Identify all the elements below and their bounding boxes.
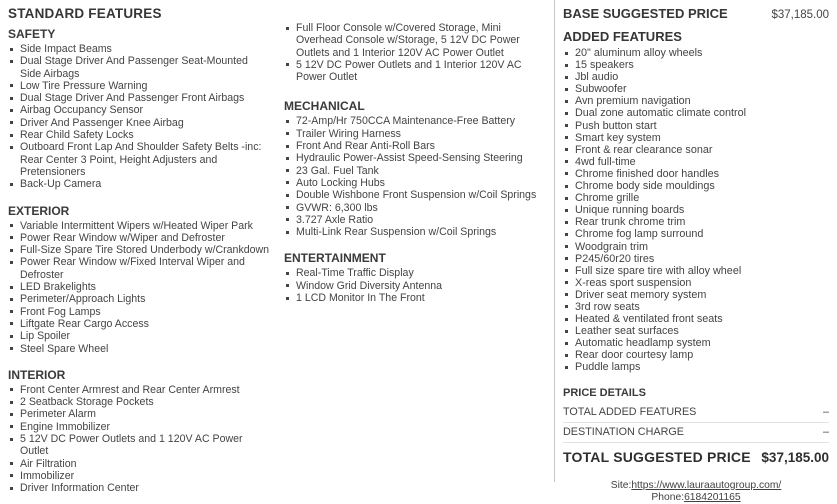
standard-features-title: STANDARD FEATURES (8, 6, 162, 21)
feature-item: Perimeter/Approach Lights (8, 293, 270, 305)
added-features-list (563, 47, 829, 374)
safety-feature-list (8, 43, 270, 191)
standard-features-column-middle (276, 0, 554, 482)
feature-item: Low Tire Pressure Warning (8, 80, 270, 92)
section-entertainment (284, 251, 548, 304)
feature-item: Airbag Occupancy Sensor (8, 104, 270, 116)
feature-item: Window Grid Diversity Antenna (284, 280, 548, 292)
total-added-features-row (563, 403, 829, 423)
section-header-entertainment: ENTERTAINMENT (284, 251, 386, 266)
feature-item: Immobilizer (8, 470, 270, 482)
feature-item: Front Center Armrest and Rear Center Armrest (8, 384, 270, 396)
feature-item: Auto Locking Hubs (284, 177, 548, 189)
feature-item: Chrome finished door handles (563, 168, 829, 180)
feature-item: Double Wishbone Front Suspension w/Coil Springs (284, 189, 548, 201)
section-header-safety: SAFETY (8, 27, 56, 41)
feature-item: Side Impact Beams (8, 43, 270, 55)
feature-item: 2 Seatback Storage Pockets (8, 396, 270, 408)
section-mechanical (284, 99, 548, 238)
interior-feature-list (8, 384, 270, 495)
feature-item: 3rd row seats (563, 301, 829, 313)
feature-item: Jbl audio (563, 71, 829, 83)
feature-item: Unique running boards (563, 204, 829, 216)
feature-item: Steel Spare Wheel (8, 343, 270, 355)
phone-line (563, 492, 829, 504)
feature-item: Chrome grille (563, 192, 829, 204)
feature-item: Puddle lamps (563, 361, 829, 373)
feature-item: Liftgate Rear Cargo Access (8, 318, 270, 330)
feature-item: 20" aluminum alloy wheels (563, 47, 829, 59)
section-safety (8, 27, 270, 191)
feature-item: Power Rear Window w/Wiper and Defroster (8, 232, 270, 244)
section-interior-continued (284, 22, 548, 83)
total-added-features-value: – (822, 405, 829, 418)
base-price-label: BASE SUGGESTED PRICE (563, 6, 728, 21)
feature-item: Engine Immobilizer (8, 421, 270, 433)
feature-item: Outboard Front Lap And Shoulder Safety Belts -inc: Rear Center 3 Point, Height Adjusters and Pretensioners (8, 141, 270, 178)
feature-item: Dual zone automatic climate control (563, 107, 829, 119)
feature-item: Chrome fog lamp surround (563, 228, 829, 240)
feature-item: 3.727 Axle Ratio (284, 214, 548, 226)
feature-item: Variable Intermittent Wipers w/Heated Wiper Park (8, 220, 270, 232)
site-label: Site: (610, 479, 632, 491)
feature-item: 72-Amp/Hr 750CCA Maintenance-Free Battery (284, 115, 548, 127)
feature-item: Automatic headlamp system (563, 337, 829, 349)
section-header-interior: INTERIOR (8, 367, 66, 382)
feature-item: Subwoofer (563, 83, 829, 95)
feature-item: Rear Child Safety Locks (8, 129, 270, 141)
section-interior (8, 368, 270, 495)
mechanical-feature-list (284, 115, 548, 238)
feature-item: Dual Stage Driver And Passenger Seat-Mounted Side Airbags (8, 55, 270, 80)
total-added-features-label: TOTAL ADDED FEATURES (563, 405, 697, 418)
feature-item: Perimeter Alarm (8, 408, 270, 420)
feature-item: 5 12V DC Power Outlets and 1 Interior 120V AC Power Outlet (284, 59, 548, 84)
feature-item: 5 12V DC Power Outlets and 1 120V AC Power Outlet (8, 433, 270, 458)
feature-item: Front Fog Lamps (8, 306, 270, 318)
feature-item: Real-Time Traffic Display (284, 267, 548, 279)
dealer-contact-block (563, 480, 829, 504)
feature-item: Driver seat memory system (563, 289, 829, 301)
feature-item: Front & rear clearance sonar (563, 144, 829, 156)
destination-charge-label: DESTINATION CHARGE (563, 425, 684, 438)
feature-item: Full-Size Spare Tire Stored Underbody w/Crankdown (8, 244, 270, 256)
feature-item: Multi-Link Rear Suspension w/Coil Springs (284, 226, 548, 238)
feature-item: Front And Rear Anti-Roll Bars (284, 140, 548, 152)
feature-item: 4wd full-time (563, 156, 829, 168)
feature-item: Driver Information Center (8, 482, 270, 494)
site-link[interactable]: https://www.lauraautogroup.com/ (631, 479, 782, 491)
total-suggested-price-row (563, 443, 829, 465)
feature-item: Chrome body side mouldings (563, 180, 829, 192)
base-price-row (563, 6, 829, 21)
interior-continued-feature-list (284, 22, 548, 83)
section-header-mechanical: MECHANICAL (284, 99, 365, 114)
base-price-value: $37,185.00 (771, 9, 829, 21)
feature-item: Woodgrain trim (563, 241, 829, 253)
feature-item: 1 LCD Monitor In The Front (284, 292, 548, 304)
section-exterior (8, 204, 270, 355)
feature-item: 23 Gal. Fuel Tank (284, 165, 548, 177)
feature-item: Hydraulic Power-Assist Speed-Sensing Steering (284, 152, 548, 164)
entertainment-feature-list (284, 267, 548, 304)
feature-item: LED Brakelights (8, 281, 270, 293)
exterior-feature-list (8, 220, 270, 355)
feature-item: P245/60r20 tires (563, 253, 829, 265)
feature-item: Full Floor Console w/Covered Storage, Mini Overhead Console w/Storage, 5 12V DC Power Outlets and 1 Interior 120V AC Power Outlet (284, 22, 548, 59)
price-details-header: PRICE DETAILS (563, 386, 646, 399)
feature-item: Rear door courtesy lamp (563, 349, 829, 361)
site-line (563, 480, 829, 492)
feature-item: X-reas sport suspension (563, 277, 829, 289)
pricing-column (554, 0, 837, 503)
feature-item: Avn premium navigation (563, 95, 829, 107)
feature-item: Back-Up Camera (8, 178, 270, 190)
destination-charge-value: – (822, 425, 829, 438)
feature-item: GVWR: 6,300 lbs (284, 202, 548, 214)
standard-features-column-left (0, 0, 276, 495)
feature-item: Leather seat surfaces (563, 325, 829, 337)
feature-item: Rear trunk chrome trim (563, 216, 829, 228)
feature-item: Push button start (563, 120, 829, 132)
total-suggested-price-label: TOTAL SUGGESTED PRICE (563, 448, 751, 465)
destination-charge-row (563, 423, 829, 443)
feature-item: Power Rear Window w/Fixed Interval Wiper and Defroster (8, 256, 270, 281)
total-suggested-price-value: $37,185.00 (761, 449, 829, 465)
feature-item: Full size spare tire with alloy wheel (563, 265, 829, 277)
phone-label: Phone: (651, 491, 685, 503)
feature-item: Air Filtration (8, 458, 270, 470)
phone-link[interactable]: 6184201165 (684, 491, 741, 503)
feature-item: Heated & ventilated front seats (563, 313, 829, 325)
feature-item: Lip Spoiler (8, 330, 270, 342)
feature-item: Dual Stage Driver And Passenger Front Airbags (8, 92, 270, 104)
feature-item: Smart key system (563, 132, 829, 144)
feature-item: Trailer Wiring Harness (284, 128, 548, 140)
added-features-header: ADDED FEATURES (563, 29, 682, 44)
feature-item: 15 speakers (563, 59, 829, 71)
feature-item: Driver And Passenger Knee Airbag (8, 117, 270, 129)
section-header-exterior: EXTERIOR (8, 203, 70, 218)
